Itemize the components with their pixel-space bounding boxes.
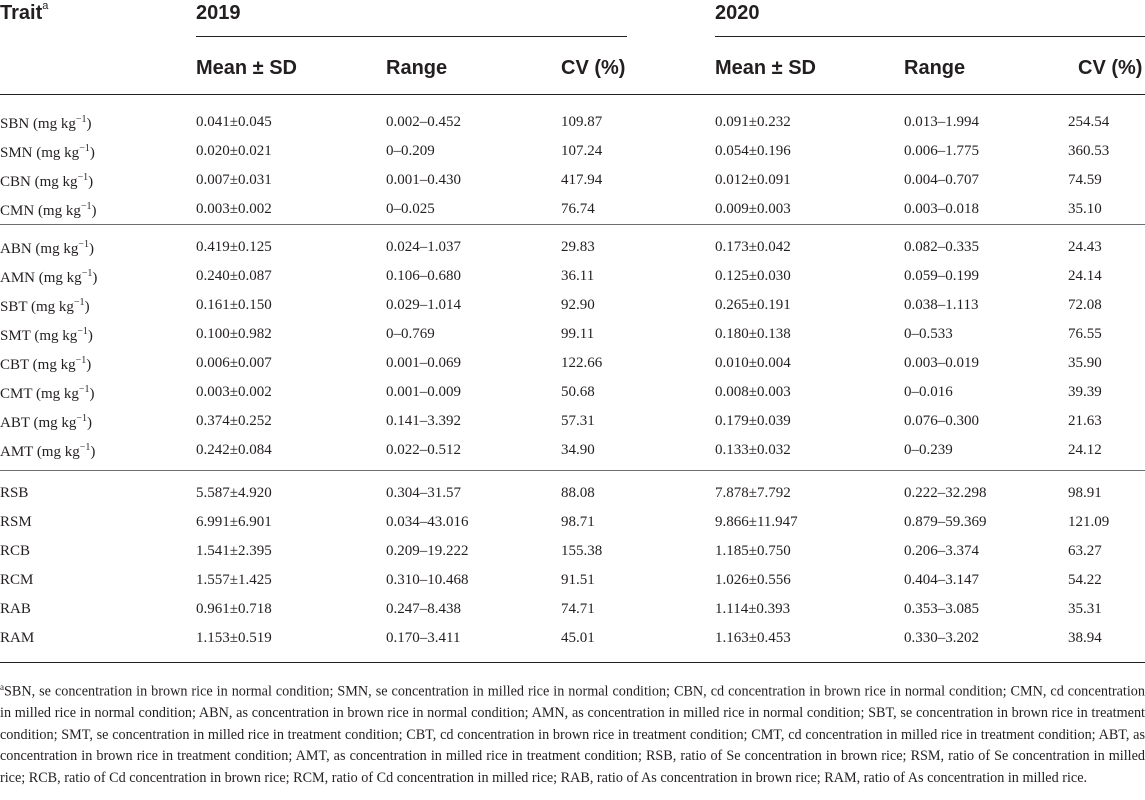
table-row: [0, 262, 1145, 291]
cv-2019: 76.74: [561, 201, 595, 217]
trait-name: ABN: [0, 241, 32, 257]
trait-name: RCM: [0, 572, 34, 588]
unit-text: (mg kg: [32, 357, 76, 373]
table-row: [0, 407, 1145, 436]
trait-name: RAM: [0, 630, 35, 646]
trait-name: AMN: [0, 270, 36, 286]
mean-sd-2019: 0.374±0.252: [196, 413, 272, 429]
mean-sd-2020: 1.026±0.556: [715, 572, 791, 588]
mean-sd-2020: 0.054±0.196: [715, 143, 791, 159]
trait-cell: [0, 114, 92, 133]
range-2019: 0–0.209: [386, 143, 435, 159]
trait-unit: [33, 145, 95, 161]
trait-cell: [0, 201, 97, 220]
cv-2020: 35.10: [1068, 201, 1102, 217]
cv-2020: 21.63: [1068, 413, 1102, 429]
cv-2020: 39.39: [1068, 384, 1102, 400]
range-2019: 0.029–1.014: [386, 297, 461, 313]
cv-2019: 29.83: [561, 239, 595, 255]
mean-sd-2019: 0.961±0.718: [196, 601, 272, 617]
range-2020: 0.004–0.707: [904, 172, 979, 188]
unit-close: ): [88, 174, 94, 190]
trait-cell: [0, 572, 33, 589]
trait-unit: [31, 328, 93, 344]
cv-2020: 254.54: [1068, 114, 1110, 130]
range-2019: 0.001–0.069: [386, 355, 461, 371]
table-row: [0, 233, 1145, 262]
mean-sd-2019: 6.991±6.901: [196, 514, 272, 530]
trait-unit: [33, 444, 95, 460]
range-2020: 0.076–0.300: [904, 413, 979, 429]
mean-sd-2020: 0.180±0.138: [715, 326, 791, 342]
mean-sd-2020: 1.185±0.750: [715, 543, 791, 559]
trait-unit: [27, 299, 89, 315]
cv-2020: 54.22: [1068, 572, 1102, 588]
unit-exponent: −1: [79, 143, 90, 154]
mean-sd-header-2020: Mean ± SD: [715, 57, 816, 79]
unit-close: ): [86, 357, 92, 373]
unit-text: (mg kg: [35, 241, 79, 257]
table-row: [0, 378, 1145, 407]
range-2020: 0–0.533: [904, 326, 953, 342]
table-footnote: [0, 677, 1145, 789]
table-row: [0, 166, 1145, 195]
table-row: [0, 291, 1145, 320]
mean-sd-2020: 0.173±0.042: [715, 239, 791, 255]
unit-text: (mg kg: [36, 444, 80, 460]
cv-2019: 50.68: [561, 384, 595, 400]
trait-name: RAB: [0, 601, 31, 617]
trait-cell: [0, 543, 30, 560]
mean-sd-2020: 0.010±0.004: [715, 355, 791, 371]
unit-exponent: −1: [73, 297, 85, 308]
mean-sd-2019: 0.240±0.087: [196, 268, 272, 284]
mean-sd-2019: 0.161±0.150: [196, 297, 272, 313]
trait-name: RCB: [0, 543, 31, 559]
unit-exponent: −1: [79, 442, 91, 453]
trait-name: SMT: [0, 328, 31, 344]
range-2019: 0.247–8.438: [386, 601, 461, 617]
unit-text: (mg kg: [38, 270, 82, 286]
range-header-2020: Range: [904, 57, 966, 79]
year-2020-header: 2020: [715, 2, 760, 24]
mean-sd-2020: 0.125±0.030: [715, 268, 791, 284]
range-2020: 0.353–3.085: [904, 601, 979, 617]
range-2020: 0.082–0.335: [904, 239, 979, 255]
cv-header-2020: CV (%): [1078, 57, 1143, 79]
unit-exponent: −1: [77, 172, 89, 183]
trait-cell: [0, 326, 93, 345]
range-2020: 0–0.016: [904, 384, 953, 400]
cv-2019: 88.08: [561, 485, 595, 501]
cv-2019: 34.90: [561, 442, 595, 458]
range-2019: 0.170–3.411: [386, 630, 461, 646]
unit-close: ): [87, 415, 93, 431]
unit-text: (mg kg: [33, 415, 77, 431]
unit-exponent: −1: [75, 355, 87, 366]
cv-2019: 107.24: [561, 143, 603, 159]
cv-2020: 24.14: [1068, 268, 1102, 284]
range-2019: 0.001–0.009: [386, 384, 461, 400]
unit-text: (mg kg: [35, 386, 79, 402]
trait-cell: [0, 172, 93, 191]
trait-name: SBN: [0, 116, 30, 132]
mean-sd-2019: 1.153±0.519: [196, 630, 272, 646]
range-2019: 0.024–1.037: [386, 239, 461, 255]
trait-cell: [0, 485, 28, 502]
unit-close: ): [84, 299, 90, 315]
cv-2020: 24.43: [1068, 239, 1102, 255]
range-2019: 0.022–0.512: [386, 442, 461, 458]
range-2020: 0–0.239: [904, 442, 953, 458]
range-2020: 0.003–0.018: [904, 201, 979, 217]
trait-cell: [0, 143, 95, 162]
trait-name: RSB: [0, 485, 29, 501]
range-2020: 0.404–3.147: [904, 572, 979, 588]
table-row: [0, 624, 1145, 653]
unit-text: (mg kg: [32, 116, 76, 132]
table-row: [0, 566, 1145, 595]
unit-text: (mg kg: [34, 174, 78, 190]
table-row: [0, 595, 1145, 624]
range-2019: 0.034–43.016: [386, 514, 469, 530]
trait-cell: [0, 268, 97, 287]
trait-name: AMT: [0, 444, 34, 460]
cv-2020: 35.90: [1068, 355, 1102, 371]
mean-sd-2020: 0.179±0.039: [715, 413, 791, 429]
range-2020: 0.006–1.775: [904, 143, 979, 159]
trait-cell: [0, 442, 95, 461]
range-2020: 0.330–3.202: [904, 630, 979, 646]
trait-cell: [0, 601, 31, 618]
mean-sd-2020: 0.009±0.003: [715, 201, 791, 217]
range-2020: 0.003–0.019: [904, 355, 979, 371]
cv-2020: 121.09: [1068, 514, 1110, 530]
unit-close: ): [90, 444, 96, 460]
trait-unit: [29, 116, 91, 132]
unit-exponent: −1: [78, 239, 89, 250]
mean-sd-2020: 0.133±0.032: [715, 442, 791, 458]
mean-sd-2020: 0.265±0.191: [715, 297, 791, 313]
cv-2019: 57.31: [561, 413, 595, 429]
range-2019: 0.106–0.680: [386, 268, 461, 284]
unit-close: ): [86, 116, 92, 132]
mean-sd-2019: 0.419±0.125: [196, 239, 272, 255]
group-divider-1: [0, 224, 1145, 225]
trait-unit: [34, 203, 96, 219]
mean-sd-header-2019: Mean ± SD: [196, 57, 297, 79]
mean-sd-2020: 7.878±7.792: [715, 485, 791, 501]
trait-cell: [0, 239, 94, 258]
table-row: [0, 349, 1145, 378]
range-2020: 0.206–3.374: [904, 543, 979, 559]
mean-sd-2019: 1.557±1.425: [196, 572, 272, 588]
cv-2019: 45.01: [561, 630, 595, 646]
range-2019: 0.304–31.57: [386, 485, 461, 501]
unit-exponent: −1: [77, 326, 88, 337]
trait-name: RSM: [0, 514, 32, 530]
trait-name: CBN: [0, 174, 31, 190]
trait-unit: [29, 357, 91, 373]
cv-2019: 92.90: [561, 297, 595, 313]
trait-unit: [32, 386, 94, 402]
unit-text: (mg kg: [34, 328, 78, 344]
footnote-marker: a: [0, 682, 4, 692]
table-bottom-rule: [0, 662, 1145, 663]
trait-header-footnote-marker: a: [42, 0, 49, 13]
unit-text: (mg kg: [31, 299, 74, 315]
unit-text: (mg kg: [37, 203, 81, 219]
header-bottom-rule: [0, 94, 1145, 95]
unit-exponent: −1: [81, 268, 93, 279]
range-header-2019: Range: [386, 57, 448, 79]
range-2019: 0.002–0.452: [386, 114, 461, 130]
trait-column-header: [0, 2, 48, 25]
mean-sd-2019: 0.003±0.002: [196, 384, 272, 400]
trait-name: CMT: [0, 386, 33, 402]
unit-close: ): [88, 241, 94, 257]
unit-close: ): [87, 328, 93, 344]
mean-sd-2019: 0.100±0.982: [196, 326, 272, 342]
table-row: [0, 436, 1145, 465]
cv-2019: 36.11: [561, 268, 595, 284]
cv-header-2019: CV (%): [561, 57, 626, 79]
cv-2020: 24.12: [1068, 442, 1102, 458]
range-2019: 0–0.025: [386, 201, 435, 217]
cv-2019: 98.71: [561, 514, 595, 530]
year-2019-underline: [196, 36, 627, 37]
trait-name: SBT: [0, 299, 28, 315]
trait-cell: [0, 384, 95, 403]
range-2019: 0.001–0.430: [386, 172, 461, 188]
cv-2019: 155.38: [561, 543, 603, 559]
cv-2020: 98.91: [1068, 485, 1102, 501]
unit-close: ): [92, 270, 98, 286]
unit-exponent: −1: [78, 384, 90, 395]
unit-exponent: −1: [80, 201, 92, 212]
trait-cell: [0, 297, 90, 316]
mean-sd-2019: 0.242±0.084: [196, 442, 272, 458]
trait-name: SMN: [0, 145, 33, 161]
mean-sd-2020: 9.866±11.947: [715, 514, 798, 530]
mean-sd-2019: 0.003±0.002: [196, 201, 272, 217]
trait-cell: [0, 355, 91, 374]
table-row: [0, 195, 1145, 224]
cv-2020: 72.08: [1068, 297, 1102, 313]
cv-2020: 74.59: [1068, 172, 1102, 188]
table-row: [0, 137, 1145, 166]
unit-text: (mg kg: [36, 145, 80, 161]
range-2020: 0.059–0.199: [904, 268, 979, 284]
year-2020-underline: [715, 36, 1145, 37]
cv-2020: 360.53: [1068, 143, 1110, 159]
table-row: [0, 479, 1145, 508]
unit-close: ): [91, 203, 97, 219]
mean-sd-2019: 0.041±0.045: [196, 114, 272, 130]
range-2019: 0–0.769: [386, 326, 435, 342]
trait-name: CMN: [0, 203, 35, 219]
range-2019: 0.209–19.222: [386, 543, 469, 559]
range-2020: 0.222–32.298: [904, 485, 987, 501]
range-2020: 0.879–59.369: [904, 514, 987, 530]
cv-2019: 91.51: [561, 572, 595, 588]
unit-exponent: −1: [75, 114, 87, 125]
mean-sd-2019: 0.020±0.021: [196, 143, 272, 159]
mean-sd-2020: 1.114±0.393: [715, 601, 791, 617]
mean-sd-2020: 0.091±0.232: [715, 114, 791, 130]
trait-unit: [30, 415, 92, 431]
cv-2019: 417.94: [561, 172, 603, 188]
trait-cell: [0, 413, 92, 432]
year-2019-header: 2019: [196, 2, 241, 24]
group-divider-2: [0, 470, 1145, 471]
unit-close: ): [89, 145, 95, 161]
trait-unit: [35, 270, 97, 286]
mean-sd-2020: 0.012±0.091: [715, 172, 791, 188]
table-row: [0, 537, 1145, 566]
unit-exponent: −1: [76, 413, 88, 424]
trait-name: CBT: [0, 357, 29, 373]
mean-sd-2019: 5.587±4.920: [196, 485, 272, 501]
cv-2020: 63.27: [1068, 543, 1102, 559]
mean-sd-2019: 0.006±0.007: [196, 355, 272, 371]
range-2019: 0.310–10.468: [386, 572, 469, 588]
trait-name: ABT: [0, 415, 30, 431]
trait-cell: [0, 514, 32, 531]
unit-close: ): [89, 386, 95, 402]
trait-unit: [31, 174, 93, 190]
mean-sd-2019: 0.007±0.031: [196, 172, 272, 188]
mean-sd-2020: 0.008±0.003: [715, 384, 791, 400]
trait-header-text: Trait: [0, 2, 43, 24]
mean-sd-2020: 1.163±0.453: [715, 630, 791, 646]
table-row: [0, 320, 1145, 349]
mean-sd-2019: 1.541±2.395: [196, 543, 272, 559]
footnote-text: SBN, se concentration in brown rice in normal condition; SMN, se concentration in milled rice in normal condition; CBN, cd concentration in brown rice in normal condition; CMN, cd concentration in milled rice in normal condition; ABN, as concentration in brown rice in normal condition; AMN, as concentration in milled rice in normal condition; SBT, se concentration in brown rice in treatment condition; SMT, se concentration in milled rice in treatment condition; CBT, cd concentration in brown rice in treatment condition; CMT, cd concentration in milled rice in treatment condition; ABT, as concentration in brown rice in treatment condition; AMT, as concentration in milled rice in treatment condition; RSB, ratio of Se concentration in brown rice; RSM, ratio of Se concentration in milled rice; RCB, ratio of Cd concentration in brown rice; RCM, ratio of Cd concentration in milled rice; RAB, ratio of As concentration in brown rice; RAM, ratio of As concentration in milled rice.: [0, 683, 1145, 786]
trait-cell: [0, 630, 34, 647]
cv-2020: 35.31: [1068, 601, 1102, 617]
cv-2020: 38.94: [1068, 630, 1102, 646]
cv-2019: 74.71: [561, 601, 595, 617]
cv-2019: 109.87: [561, 114, 603, 130]
range-2020: 0.038–1.113: [904, 297, 979, 313]
trait-unit: [32, 241, 94, 257]
cv-2019: 122.66: [561, 355, 603, 371]
table-row: [0, 108, 1145, 137]
range-2020: 0.013–1.994: [904, 114, 979, 130]
cv-2020: 76.55: [1068, 326, 1102, 342]
cv-2019: 99.11: [561, 326, 595, 342]
range-2019: 0.141–3.392: [386, 413, 461, 429]
table-row: [0, 508, 1145, 537]
